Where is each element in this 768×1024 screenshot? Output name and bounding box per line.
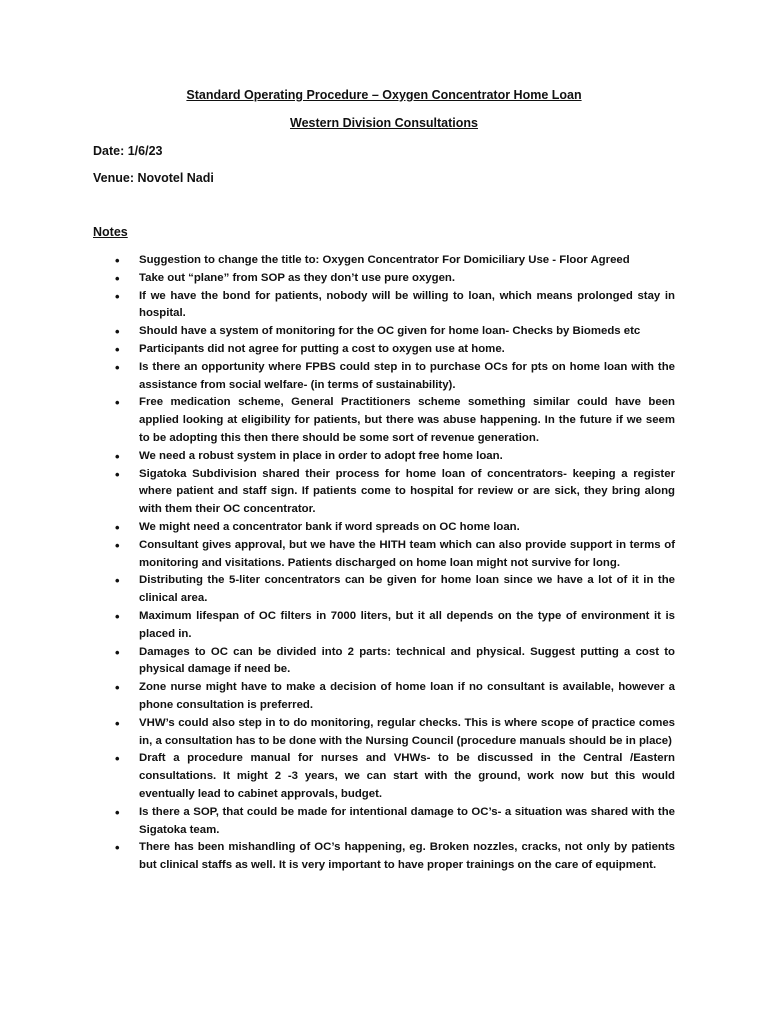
- note-item: • Zone nurse might have to make a decision of home loan if no consultant is available, however a phone consultation is preferred.: [93, 679, 675, 715]
- document-subtitle: Western Division Consultations: [290, 116, 478, 130]
- note-item: • Suggestion to change the title to: Oxygen Concentrator For Domiciliary Use - Floor Agreed: [93, 252, 675, 270]
- note-item: • There has been mishandling of OC’s happening, eg. Broken nozzles, cracks, not only by patients but clinical staffs as well. It is very important to have proper trainings on the care of equipment.: [93, 839, 675, 875]
- note-item: • Draft a procedure manual for nurses and VHWs- to be discussed in the Central /Eastern consultations. It might 2 -3 years, we can start with the ground, work now but this would eventually lead to cabinet approvals, budget.: [93, 750, 675, 803]
- note-item: • Is there a SOP, that could be made for intentional damage to OC’s- a situation was shared with the Sigatoka team.: [93, 804, 675, 840]
- note-item: • Take out “plane” from SOP as they don’t use pure oxygen.: [93, 270, 675, 288]
- note-item: • Is there an opportunity where FPBS could step in to purchase OCs for pts on home loan with the assistance from social welfare- (in terms of sustainability).: [93, 359, 675, 395]
- note-item: • We need a robust system in place in order to adopt free home loan.: [93, 448, 675, 466]
- note-item: • Distributing the 5-liter concentrators can be given for home loan since we have a lot of it in the clinical area.: [93, 572, 675, 608]
- notes-list: [93, 252, 675, 875]
- note-item: • If we have the bond for patients, nobody will be willing to loan, which means prolonged stay in hospital.: [93, 288, 675, 324]
- note-item: • Damages to OC can be divided into 2 parts: technical and physical. Suggest putting a cost to physical damage if need be.: [93, 644, 675, 680]
- note-item: • Consultant gives approval, but we have the HITH team which can also provide support in terms of monitoring and visitations. Patients discharged on home loan might not survive for long.: [93, 537, 675, 573]
- note-item: • VHW’s could also step in to do monitoring, regular checks. This is where scope of practice comes in, a consultation has to be done with the Nursing Council (procedure manuals should be in place): [93, 715, 675, 751]
- note-item: • Free medication scheme, General Practitioners scheme something similar could have been applied looking at eligibility for patients, but there was abuse happening. In the future if we seem to be adopting this then there should be some sort of revenue generation.: [93, 394, 675, 447]
- meeting-venue: Venue: Novotel Nadi: [93, 171, 214, 185]
- note-item: • Participants did not agree for putting a cost to oxygen use at home.: [93, 341, 675, 359]
- note-item: • Sigatoka Subdivision shared their process for home loan of concentrators- keeping a register where patient and staff sign. If patients come to hospital for review or are sick, they bring along with them their OC concentrator.: [93, 466, 675, 519]
- note-item: • We might need a concentrator bank if word spreads on OC home loan.: [93, 519, 675, 537]
- note-item: • Should have a system of monitoring for the OC given for home loan- Checks by Biomeds etc: [93, 323, 675, 341]
- document-title: Standard Operating Procedure – Oxygen Concentrator Home Loan: [186, 88, 582, 102]
- meeting-date: Date: 1/6/23: [93, 144, 163, 158]
- notes-heading: Notes: [93, 225, 128, 239]
- note-item: • Maximum lifespan of OC filters in 7000 liters, but it all depends on the type of environment it is placed in.: [93, 608, 675, 644]
